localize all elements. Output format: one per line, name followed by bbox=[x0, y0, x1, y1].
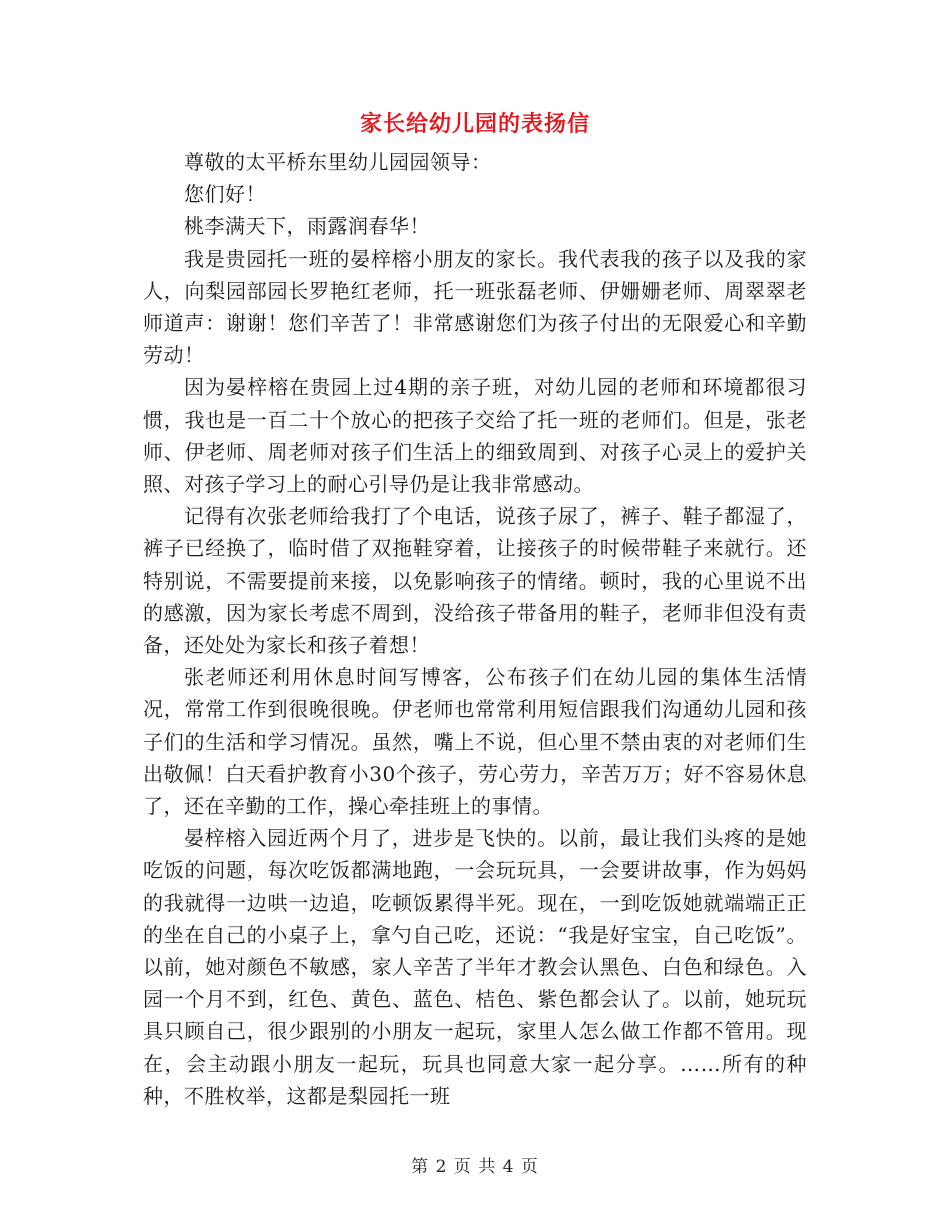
body-paragraph: 晏梓榕入园近两个月了，进步是飞快的。以前，最让我们头疼的是她吃饭的问题，每次吃饭都满地跑，一会玩玩具，一会要讲故事，作为妈妈的我就得一边哄一边追，吃顿饭累得半死。现在，一到吃饭她就端端正正的坐在自己的小桌子上，拿勺自己吃，还说：“我是好宝宝，自己吃饭”。以前，她对颜色不敏感，家人辛苦了半年才教会认黑色、白色和绿色。入园一个月不到，红色、黄色、蓝色、桔色、紫色都会认了。以前，她玩玩具只顾自己，很少跟别的小朋友一起玩，家里人怎么做工作都不管用。现在，会主动跟小朋友一起玩，玩具也同意大家一起分享。……所有的种种，不胜枚举，这都是梨园托一班 bbox=[143, 826, 807, 1108]
body-paragraph: 因为晏梓榕在贵园上过4期的亲子班，对幼儿园的老师和环境都很习惯，我也是一百二十个放心的把孩子交给了托一班的老师们。但是，张老师、伊老师、周老师对孩子们生活上的细致周到、对孩子心灵上的爱护关照、对孩子学习上的耐心引导仍是让我非常感动。 bbox=[143, 375, 807, 497]
body-paragraph: 张老师还利用休息时间写博客，公布孩子们在幼儿园的集体生活情况，常常工作到很晚很晚。伊老师也常常利用短信跟我们沟通幼儿园和孩子们的生活和学习情况。虽然，嘴上不说，但心里不禁由衷的对老师们生出敬佩！白天看护教育小30个孩子，劳心劳力，辛苦万万；好不容易休息了，还在辛勤的工作，操心牵挂班上的事情。 bbox=[143, 665, 807, 819]
body-paragraph: 我是贵园托一班的晏梓榕小朋友的家长。我代表我的孩子以及我的家人，向梨园部园长罗艳红老师，托一班张磊老师、伊姗姗老师、周翠翠老师道声：谢谢！您们辛苦了！非常感谢您们为孩子付出的无限爱心和辛勤劳动！ bbox=[143, 246, 807, 368]
greeting: 您们好！ bbox=[184, 182, 266, 207]
document-body bbox=[143, 146, 807, 1112]
body-paragraph: 记得有次张老师给我打了个电话，说孩子尿了，裤子、鞋子都湿了，裤子已经换了，临时借了双拖鞋穿着，让接孩子的时候带鞋子来就行。还特别说，不需要提前来接，以免影响孩子的情绪。顿时，我的心里说不出的感激，因为家长考虑不周到，没给孩子带备用的鞋子，老师非但没有责备，还处处为家长和孩子着想！ bbox=[143, 504, 807, 658]
salutation: 尊敬的太平桥东里幼儿园园领导： bbox=[184, 150, 492, 174]
opening-line: 桃李满天下，雨露润春华！ bbox=[184, 214, 430, 239]
page-number-footer: 第 2 页 共 4 页 bbox=[411, 1157, 539, 1177]
document-title: 家长给幼儿园的表扬信 bbox=[359, 111, 590, 137]
